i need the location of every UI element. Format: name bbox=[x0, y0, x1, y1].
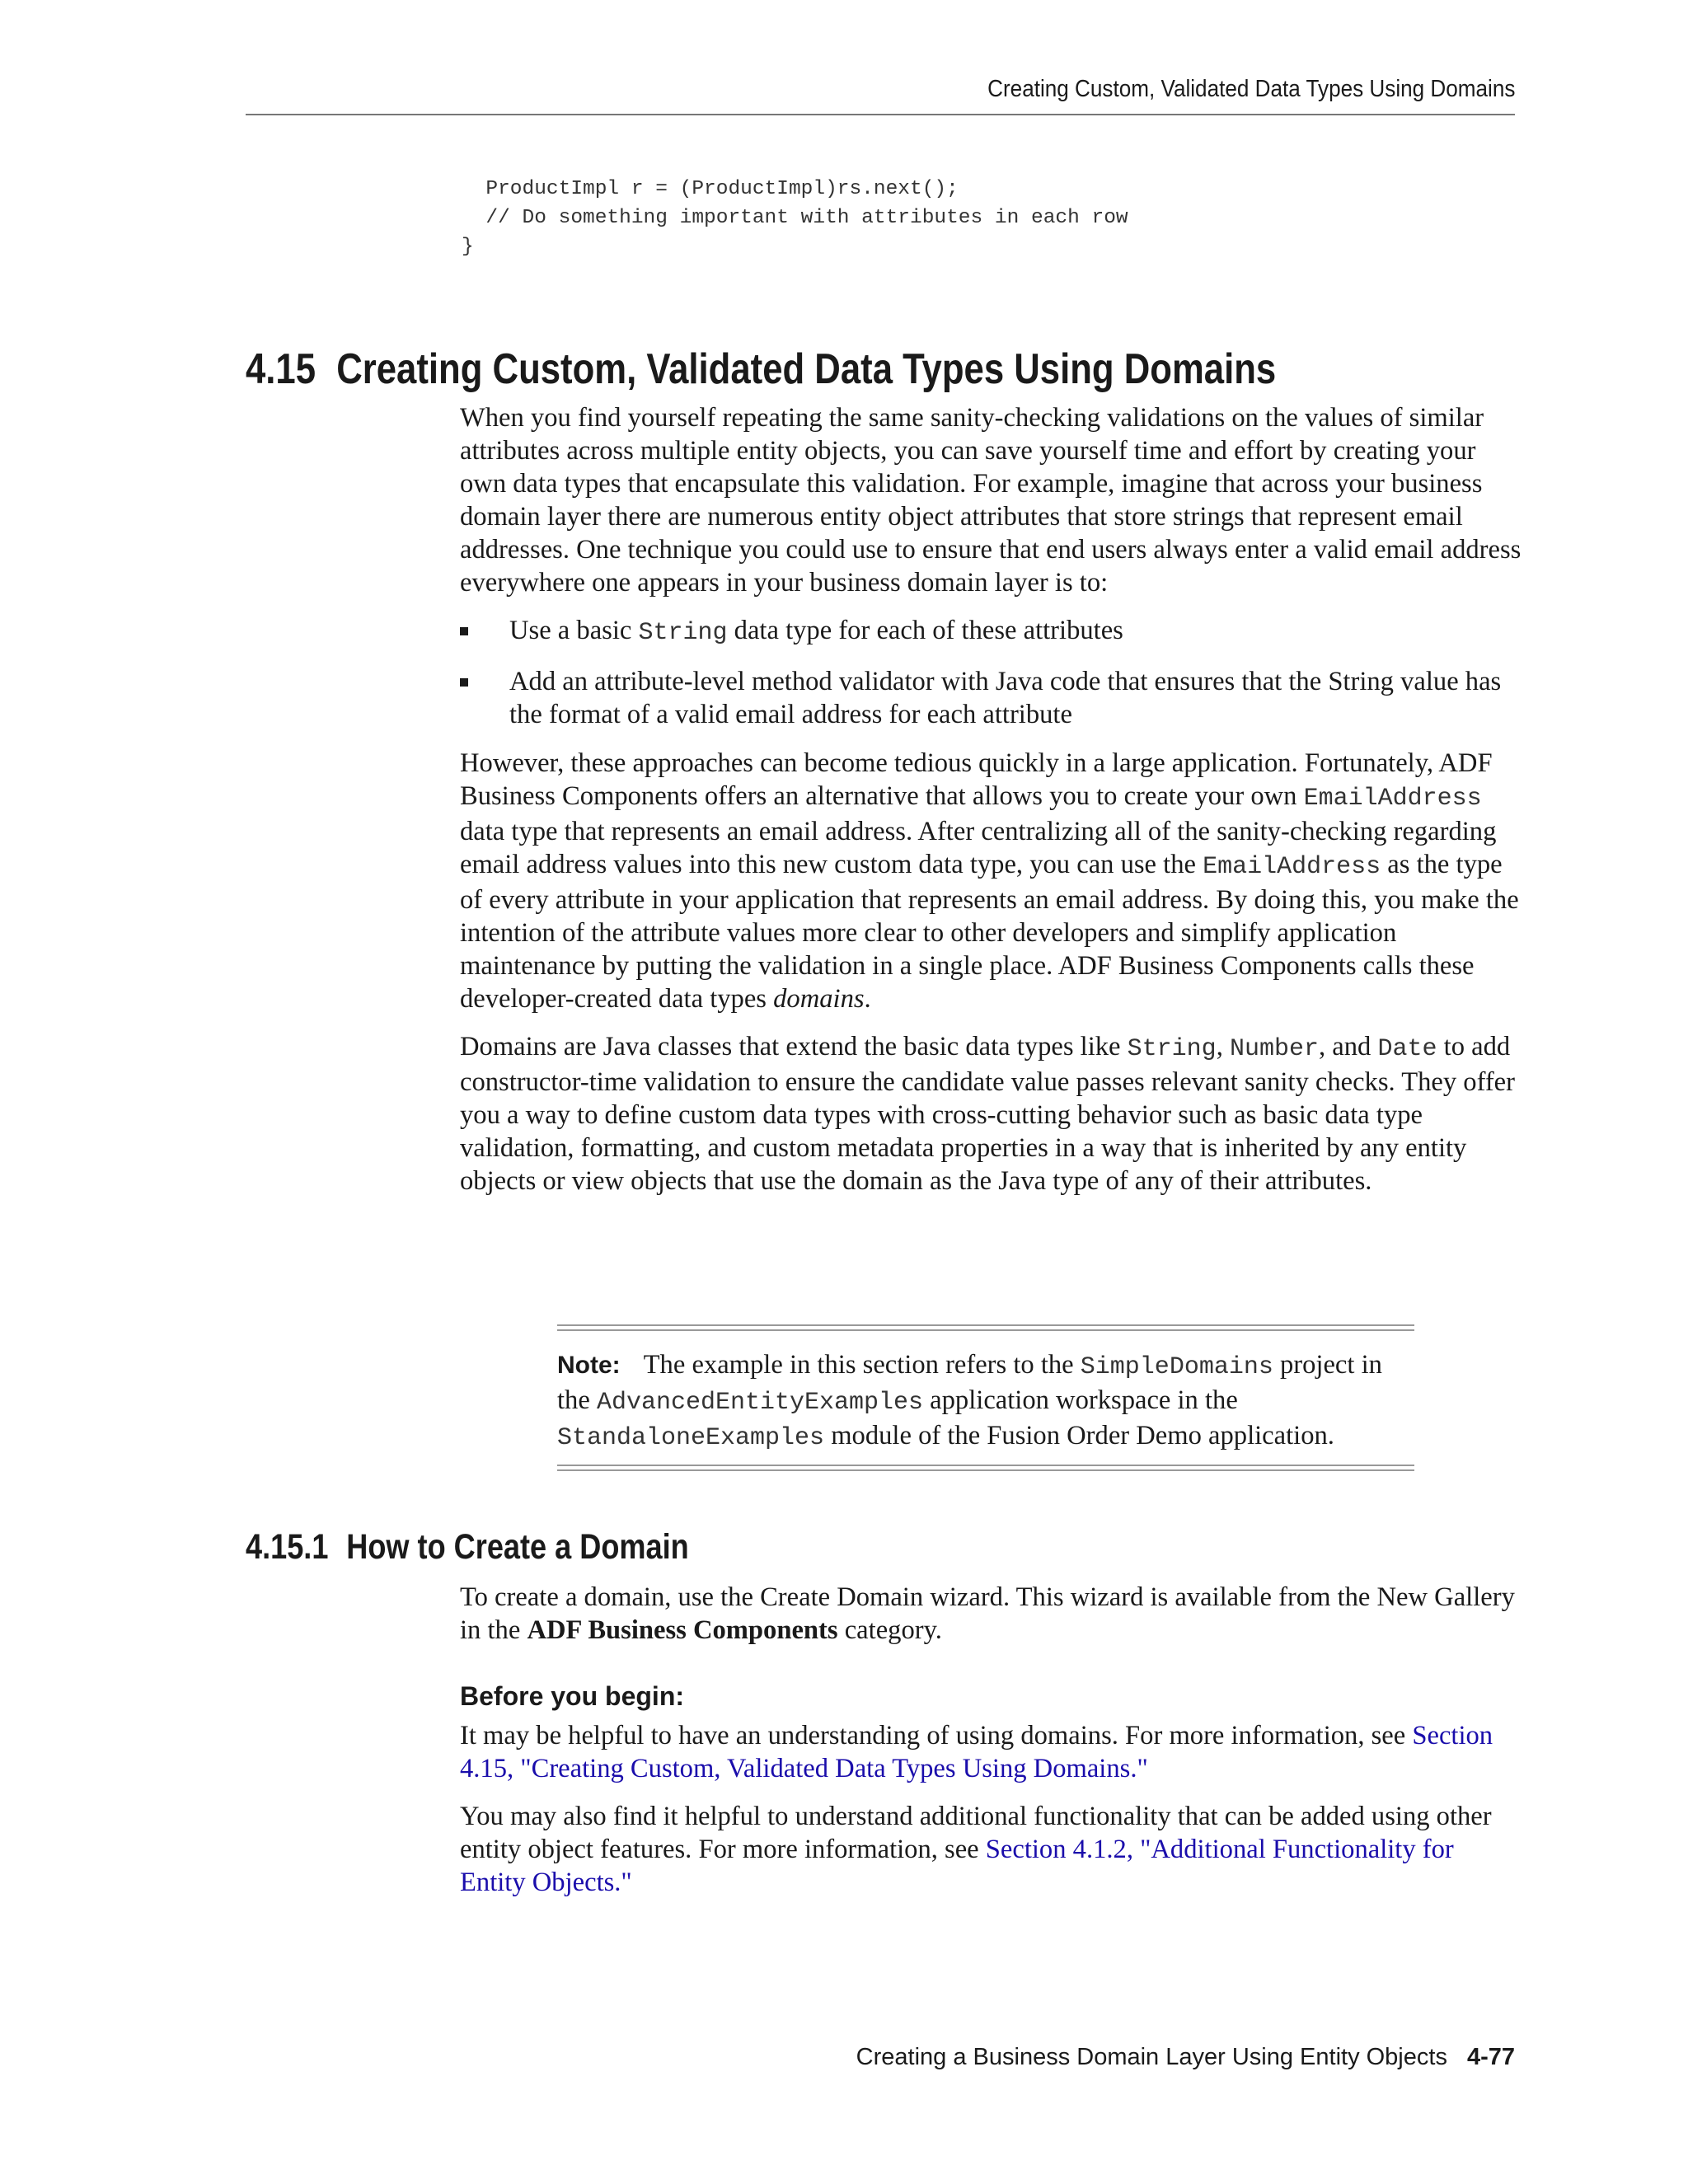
additional-functionality-paragraph: You may also find it helpful to understand additional functionality that can be added using other entity object features. For more information, see Section 4.1.2, "Additional Functionality for Entity Objects." bbox=[460, 1802, 1492, 1897]
paragraph-alternative: However, these approaches can become tedious quickly in a large application. Fortunately, ADF Business Components offers an alternative that allows you to create your own EmailAddress data type that represents an email address. After centralizing all of the sanity-checking regarding email address values into this new custom data type, you can use the EmailAddress as the type of every attribute in your application that represents an email address. By doing this, you make the intention of the attribute values more clear to other developers and simplify application maintenance by putting the validation in a single place. ADF Business Components calls these developer-created data types domains. bbox=[460, 748, 1519, 1014]
paragraph-domains: Domains are Java classes that extend the basic data types like String, Number, and Date to add constructor-time validation to ensure the candidate value passes relevant sanity checks. They offer you a way to define custom data types with cross-cutting behavior such as basic data type validation, formatting, and custom metadata properties in a way that is inherited by any entity objects or view objects that use the domain as the Java type of any of their attributes. bbox=[460, 1032, 1515, 1196]
section-4-15-link[interactable]: Section 4.15, "Creating Custom, Validated Data Types Using Domains." bbox=[460, 1721, 1493, 1783]
understanding-paragraph: It may be helpful to have an understanding of using domains. For more information, see Section 4.15, "Creating Custom, Validated Data Types Using Domains." bbox=[460, 1721, 1493, 1783]
list-item: Add an attribute-level method validator with Java code that ensures that the String value has the format of a valid email address for each attribute bbox=[460, 665, 1523, 731]
subsection-body bbox=[460, 1581, 1523, 1914]
intro-paragraph: When you find yourself repeating the same sanity-checking validations on the values of similar attributes across multiple entity objects, you can save yourself time and effort by creating your own data types that encapsulate this validation. For example, imagine that across your business domain layer there are numerous entity object attributes that store strings that represent email addresses. One technique you could use to ensure that end users always enter a valid email address everywhere one appears in your business domain layer is to: bbox=[460, 403, 1522, 598]
page-footer bbox=[856, 2044, 1515, 2071]
before-you-begin-heading: Before you begin: bbox=[460, 1681, 685, 1711]
note-rule-bottom bbox=[557, 1465, 1414, 1471]
section-body bbox=[460, 401, 1523, 1212]
footer-title: Creating a Business Domain Layer Using Entity Objects bbox=[856, 2044, 1447, 2070]
bullet-icon bbox=[460, 627, 468, 635]
bullet-icon bbox=[460, 678, 468, 687]
subsection-number: 4.15.1 bbox=[246, 1527, 329, 1567]
note-box bbox=[557, 1324, 1414, 1471]
page-number: 4-77 bbox=[1466, 2044, 1515, 2070]
note-label: Note: bbox=[557, 1352, 621, 1379]
section-4-1-2-link[interactable]: Section 4.1.2, "Additional Functionality for Entity Objects." bbox=[460, 1835, 1454, 1897]
bullet-list bbox=[460, 614, 1523, 731]
section-number: 4.15 bbox=[246, 345, 316, 393]
header-rule bbox=[246, 114, 1515, 115]
running-head: Creating Custom, Validated Data Types Using Domains bbox=[987, 76, 1515, 102]
subsection-title: How to Create a Domain bbox=[346, 1527, 689, 1567]
section-title: Creating Custom, Validated Data Types Using Domains bbox=[336, 345, 1277, 393]
create-domain-paragraph: To create a domain, use the Create Domain wizard. This wizard is available from the New Gallery in the ADF Business Components category. bbox=[460, 1582, 1515, 1645]
code-snippet: ProductImpl r = (ProductImpl)rs.next(); // Do something important with attributes in each row } bbox=[462, 178, 1128, 258]
subsection-heading bbox=[246, 1527, 689, 1568]
note-rule-top bbox=[557, 1324, 1414, 1331]
list-item: Use a basic String data type for each of these attributes bbox=[460, 614, 1523, 649]
note-content: Note: The example in this section refers to the SimpleDomains project in the AdvancedEntityExamples application workspace in the StandaloneExamples module of the Fusion Order Demo application. bbox=[557, 1350, 1382, 1452]
section-heading bbox=[246, 344, 1276, 394]
